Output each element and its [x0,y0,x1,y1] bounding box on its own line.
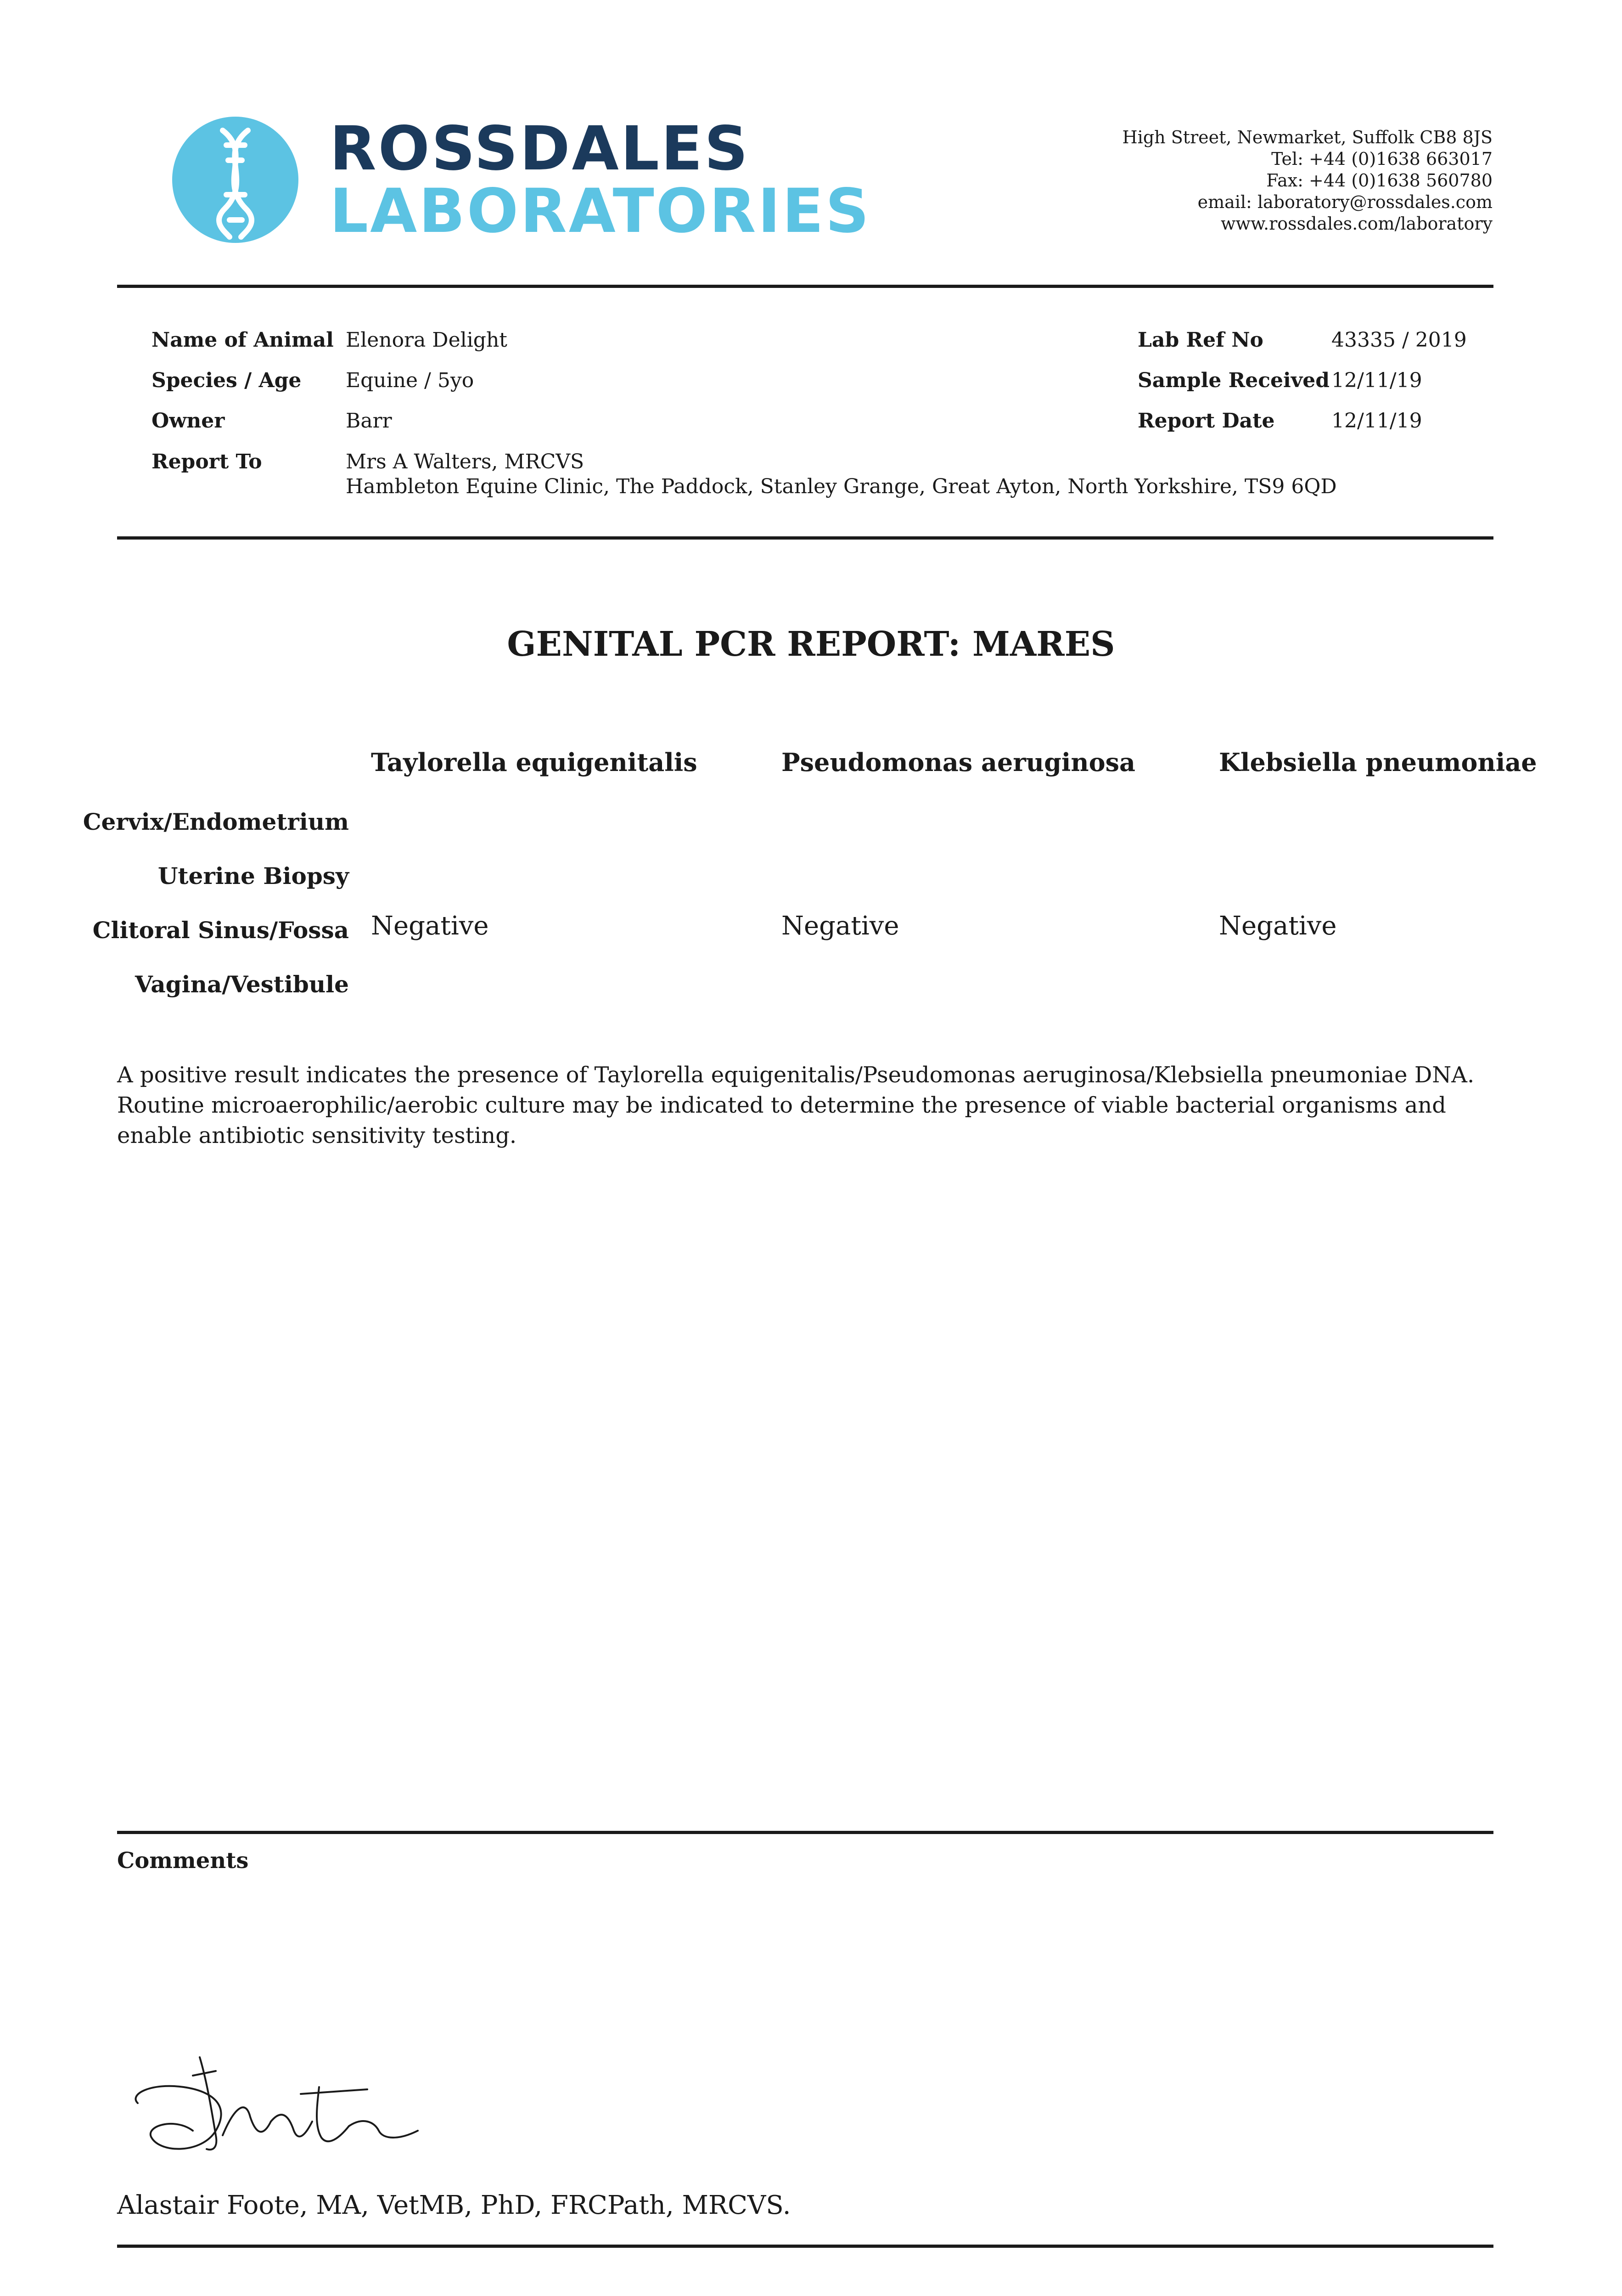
column-header: Klebsiella pneumoniae [1219,748,1537,777]
species-age-value: Equine / 5yo [346,369,474,392]
address-fax: Fax: +44 (0)1638 560780 [1266,170,1493,191]
result-cell: Negative [1219,911,1337,941]
lab-ref-label: Lab Ref No [1138,328,1263,352]
signatory-name: Alastair Foote, MA, VetMB, PhD, FRCPath, MRCVS. [117,2190,791,2220]
signature [124,2039,473,2177]
row-header: Uterine Biopsy [157,862,349,889]
animal-name-label: Name of Animal [152,328,334,352]
species-age-label: Species / Age [152,369,302,392]
footer-divider [117,2245,1493,2248]
interpretation-note: A positive result indicates the presence of Taylorella equigenitalis/Pseudomonas aeruginosa/Klebsiella pneumoniae DNA. Routine microaerophilic/aerobic culture may be indicated to determine the presence of viable bacterial organisms and enable antibiotic sensitivity testing. [117,1062,1475,1148]
sample-received-value: 12/11/19 [1331,369,1422,392]
comments-label: Comments [117,1848,249,1874]
result-cell: Negative [371,911,489,941]
report-date-label: Report Date [1138,409,1275,433]
column-header: Pseudomonas aeruginosa [781,748,1136,777]
dna-helix-icon [172,117,298,243]
owner-value: Barr [346,409,392,433]
lab-ref-value: 43335 / 2019 [1331,328,1467,352]
result-cell: Negative [781,911,899,941]
lab-address [1079,127,1493,235]
report-to-label: Report To [152,450,262,473]
column-header: Taylorella equigenitalis [371,748,697,777]
address-web: www.rossdales.com/laboratory [1220,214,1493,234]
sample-received-label: Sample Received [1138,369,1330,392]
address-street: High Street, Newmarket, Suffolk CB8 8JS [1122,127,1493,147]
report-date-value: 12/11/19 [1331,409,1422,433]
address-tel: Tel: +44 (0)1638 663017 [1271,149,1493,169]
info-divider [117,536,1493,540]
brand-name-line2: LABORATORIES [330,176,871,247]
report-to-name: Mrs A Walters, MRCVS [346,450,584,473]
row-header: Vagina/Vestibule [135,971,349,998]
owner-label: Owner [152,409,225,433]
row-header: Clitoral Sinus/Fossa [92,917,349,944]
address-email: email: laboratory@rossdales.com [1197,192,1493,212]
header-divider [117,285,1493,288]
comments-divider [117,1831,1493,1834]
animal-name-value: Elenora Delight [346,328,507,352]
brand-name-line1: ROSSDALES [330,113,750,184]
row-header: Cervix/Endometrium [83,808,349,835]
report-to-address: Hambleton Equine Clinic, The Paddock, Stanley Grange, Great Ayton, North Yorkshire, TS9 6QD [346,475,1337,498]
report-title: GENITAL PCR REPORT: MARES [507,625,1115,664]
